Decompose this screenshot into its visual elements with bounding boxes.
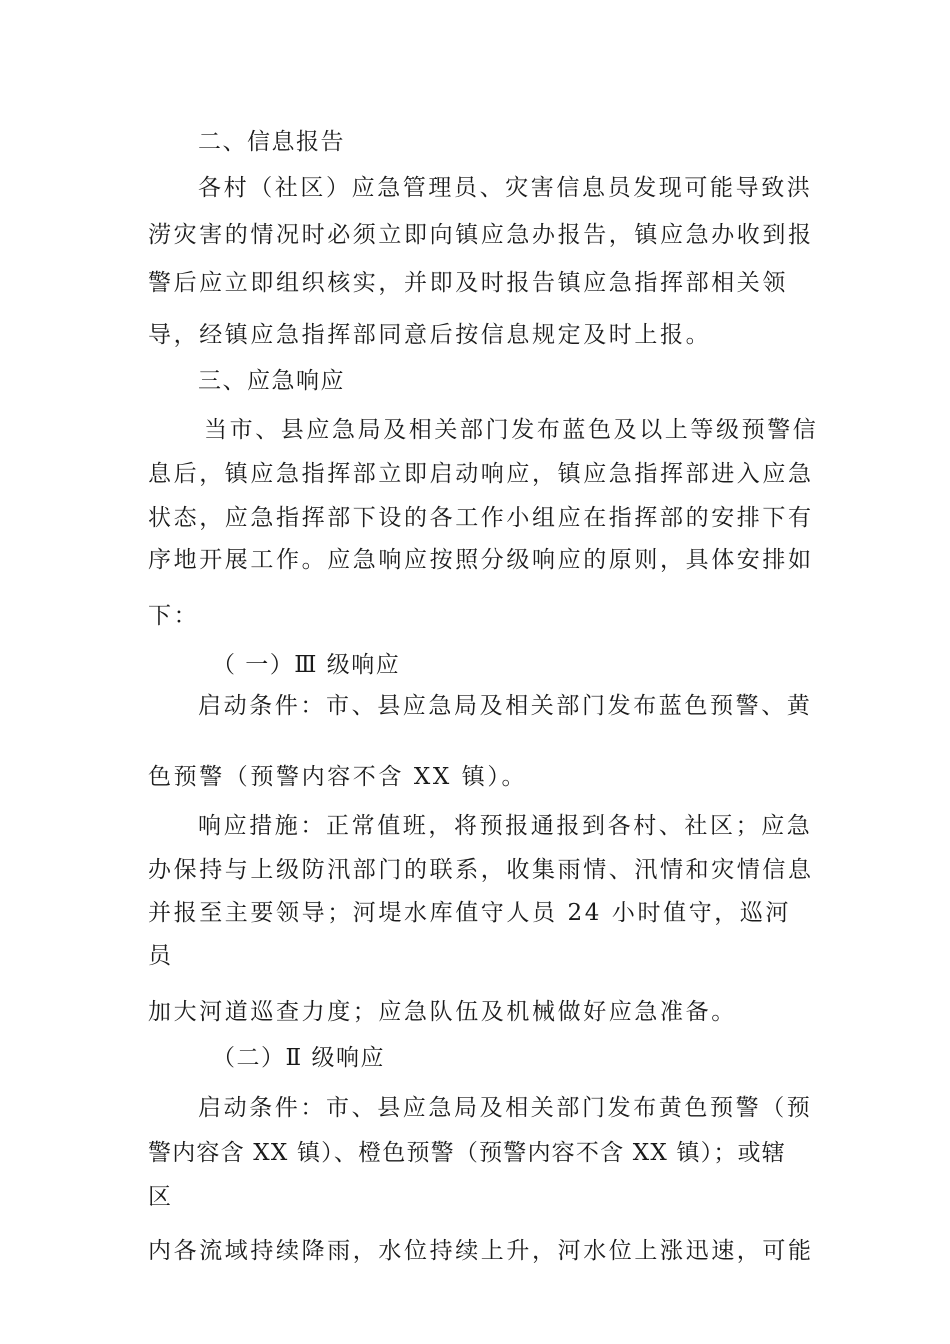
paragraph-line: 导，经镇应急指挥部同意后按信息规定及时上报。 [148,322,712,348]
paragraph-line: 响应措施：正常值班，将预报通报到各村、社区；应急 [198,813,813,839]
paragraph-line: 息后，镇应急指挥部立即启动响应，镇应急指挥部进入应急 [148,461,814,487]
paragraph-line: 序地开展工作。应急响应按照分级响应的原则，具体安排如 [148,547,814,573]
paragraph-line: 内各流域持续降雨，水位持续上升，河水位上涨迅速，可能 [148,1238,814,1264]
subsection-heading-level-2: （二）Ⅱ 级响应 [212,1045,385,1071]
paragraph-line: 启动条件：市、县应急局及相关部门发布黄色预警（预 [198,1095,813,1121]
paragraph-line: 并报至主要领导；河堤水库值守人员 24 小时值守，巡河 [148,900,792,926]
paragraph-line: 警内容含 XX 镇）、橙色预警（预警内容不含 XX 镇）；或辖 [148,1140,786,1166]
paragraph-line: 员 [148,943,174,969]
paragraph-line: 办保持与上级防汛部门的联系，收集雨情、汛情和灾情信息 [148,857,814,883]
paragraph-line: 区 [148,1184,174,1210]
paragraph-line: 下： [148,603,200,629]
paragraph-line: 加大河道巡查力度；应急队伍及机械做好应急准备。 [148,999,737,1025]
paragraph-line: 启动条件：市、县应急局及相关部门发布蓝色预警、黄 [198,693,813,719]
paragraph-line: 各村（社区）应急管理员、灾害信息员发现可能导致洪 [198,175,813,201]
paragraph-line: 状态，应急指挥部下设的各工作小组应在指挥部的安排下有 [148,505,814,531]
paragraph-line: 当市、县应急局及相关部门发布蓝色及以上等级预警信 [204,417,819,443]
subsection-heading-level-3: （ 一）Ⅲ 级响应 [212,652,401,678]
paragraph-line: 警后应立即组织核实，并即及时报告镇应急指挥部相关领 [148,270,788,296]
paragraph-line: 涝灾害的情况时必须立即向镇应急办报告，镇应急办收到报 [148,222,814,248]
section-heading-info-report: 二、信息报告 [198,129,345,155]
paragraph-line: 色预警（预警内容不含 XX 镇）。 [148,764,528,790]
section-heading-emergency-response: 三、应急响应 [198,368,345,394]
